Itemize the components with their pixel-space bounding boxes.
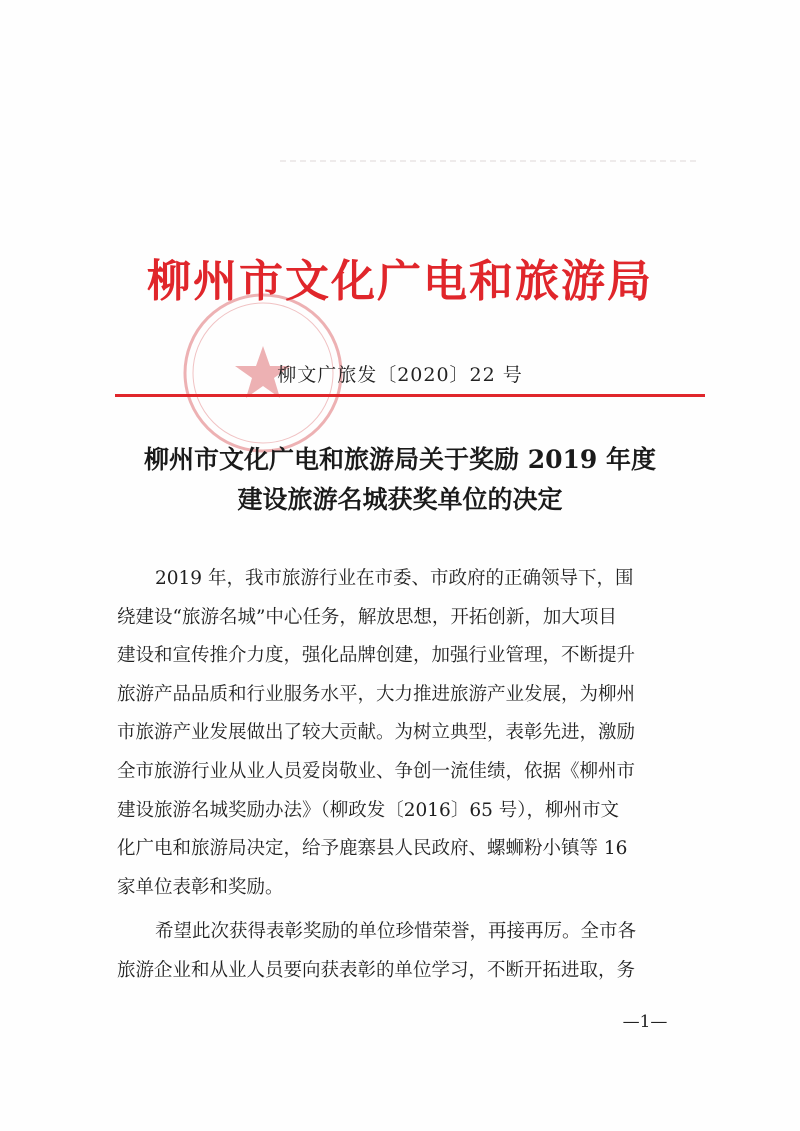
document-title-line-2: 建设旅游名城获奖单位的决定: [237, 485, 563, 514]
body-line: 2019 年，我市旅游行业在市委、市政府的正确领导下，围: [155, 568, 634, 589]
document-body: [117, 560, 692, 991]
issuing-organization-header: 柳州市文化广电和旅游局: [147, 256, 653, 307]
body-line: 绕建设“旅游名城”中心任务，解放思想，开拓创新，加大项目: [117, 606, 617, 628]
body-line: 全市旅游行业从业人员爱岗敬业、争创一流佳绩，依据《柳州市: [117, 760, 636, 782]
body-line: 建设和宣传推介力度，强化品牌创建，加强行业管理，不断提升: [117, 645, 636, 667]
body-line: 家单位表彰和奖励。: [117, 876, 284, 898]
document-title: [90, 440, 710, 520]
body-line: 旅游产品品质和行业服务水平，大力推进旅游产业发展，为柳州: [117, 683, 636, 705]
body-line: 化广电和旅游局决定，给予鹿寨县人民政府、螺蛳粉小镇等 16: [117, 838, 628, 860]
document-title-line-1: 柳州市文化广电和旅游局关于奖励 2019 年度: [144, 445, 656, 474]
body-line: 市旅游产业发展做出了较大贡献。为树立典型，表彰先进，激励: [117, 722, 636, 744]
page-number: —1—: [622, 1012, 668, 1032]
body-line: 旅游企业和从业人员要向获表彰的单位学习，不断开拓进取，务: [117, 959, 636, 981]
body-line: 建设旅游名城奖励办法》（柳政发〔2016〕65 号），柳州市文: [117, 799, 620, 821]
document-number: 柳文广旅发〔2020〕22 号: [277, 364, 523, 386]
faint-scan-artifact: [280, 160, 700, 162]
red-header-divider: [115, 394, 705, 397]
body-line: 希望此次获得表彰奖励的单位珍惜荣誉，再接再厉。全市各: [155, 921, 637, 943]
